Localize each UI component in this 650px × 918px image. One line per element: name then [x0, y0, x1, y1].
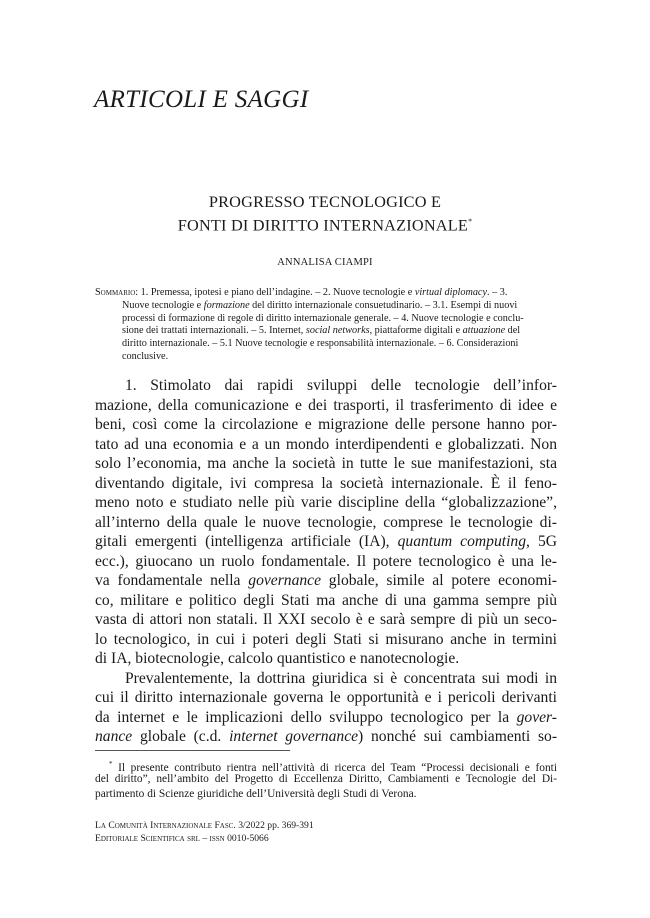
- summary-label: Sommario:: [95, 287, 139, 298]
- summary-line: [95, 338, 557, 351]
- body-line: [95, 396, 557, 416]
- title-line-2-text: FONTI DI DIRITTO INTERNAZIONALE: [177, 215, 469, 235]
- publisher: Editoriale Scientifica srl – issn: [95, 832, 225, 844]
- summary-line: [95, 287, 557, 300]
- italic-text: virtual diplomacy: [414, 287, 487, 298]
- footnote: [95, 757, 557, 803]
- body-line: [95, 610, 557, 630]
- body-line: [95, 532, 557, 552]
- section-heading: ARTICOLI E SAGGI: [94, 86, 309, 113]
- text-run: Prevalentemente, la dottrina giuridica si è concentrata sui modi in: [125, 669, 557, 687]
- body-line: [95, 513, 557, 533]
- footnote-mark: *: [109, 760, 113, 768]
- text-run: 1. Stimolato dai rapidi sviluppi delle tecnologie dell’infor-: [125, 377, 557, 394]
- article-title: [0, 192, 650, 235]
- author-name: ANNALISA CIAMPI: [277, 257, 373, 268]
- summary-line: [95, 313, 557, 326]
- title-line-1: PROGRESSO TECNOLOGICO E: [208, 192, 442, 211]
- text-run: . – 3.: [486, 287, 508, 298]
- title-line-2: [0, 212, 650, 235]
- italic-text: social networks: [305, 325, 370, 337]
- italic-text: formazione: [203, 299, 250, 311]
- text-run: gitali emergenti (intelligenza artificiale (IA),: [95, 533, 398, 550]
- text-run: solo l’economia, ma anche la società in tutte le sue manifestazioni, sta: [95, 455, 557, 472]
- text-run: ecc.), giuocano un ruolo fondamentale. Il potere tecnologico è una le-: [95, 552, 557, 570]
- text-run: co, militare e politico degli Stati ma anche di una gamma sempre più: [95, 591, 557, 609]
- text-run: da internet e le implicazioni dello sviluppo tecnologico per la: [95, 708, 517, 726]
- text-run: cui il diritto internazionale governa le opportunità e i pericoli derivanti: [95, 689, 557, 706]
- text-run: Nuove tecnologie e: [122, 299, 204, 311]
- body-line: [95, 591, 557, 611]
- italic-text: governance: [248, 572, 322, 589]
- text-run: mazione, della comunicazione e dei trasporti, il trasferimento di idee e: [95, 396, 557, 414]
- text-run: beni, così come la circolazione e migrazione delle persone hanno por-: [95, 416, 557, 433]
- journal-line-1: [95, 820, 314, 833]
- text-run: all’interno della quale le nuove tecnologie, comprese le tecnologie di-: [95, 513, 557, 531]
- body-line: [95, 727, 557, 747]
- body-line: [95, 454, 557, 474]
- body-line: [95, 688, 557, 708]
- text-run: vasta di attori non statali. Il XXI secolo è e sarà sempre di più un seco-: [95, 611, 557, 628]
- text-run: globale, simile al potere economi-: [321, 572, 557, 589]
- summary-line: [95, 325, 557, 338]
- article-body: [95, 376, 557, 747]
- footnote-line: [95, 772, 557, 787]
- title-footnote-mark[interactable]: *: [468, 217, 473, 226]
- body-line: [95, 649, 557, 669]
- body-line: [95, 669, 557, 689]
- body-line: [95, 474, 557, 494]
- text-run: processi di formazione di regole di diritto internazionale generale. – 4. Nuove tecnologie e conclu-: [122, 312, 524, 324]
- body-line: [95, 571, 557, 591]
- text-run: 1. Premessa, ipotesi e piano dell’indagine. – 2. Nuove tecnologie e: [138, 287, 415, 298]
- text-run: conclusive.: [122, 350, 169, 362]
- text-run: diventando digitale, ivi compresa la società internazionale. È il feno-: [95, 474, 557, 492]
- footnote-text: Il presente contributo rientra nell’attività di ricerca del Team “Processi decisionali e fonti: [112, 761, 557, 774]
- body-line: [95, 708, 557, 728]
- text-run: ) nonché sui cambiamenti so-: [358, 728, 558, 745]
- text-run: sione dei trattati internazionali. – 5. Internet,: [122, 325, 306, 337]
- summary-block: [95, 287, 557, 364]
- text-run: va fondamentale nella: [95, 572, 249, 589]
- footnote-text: del diritto”, nell’ambito del Progetto di Eccellenza Diritto, Cambiamenti e Tecnologie del Di-: [95, 773, 557, 786]
- journal-line-2: [95, 833, 314, 846]
- text-run: di IA, biotecnologie, calcolo quantistico e nanotecnologie.: [95, 650, 460, 667]
- body-line: [95, 630, 557, 650]
- body-line: [95, 493, 557, 513]
- text-run: , piattaforme digitali e: [369, 325, 463, 337]
- text-run: lo tecnologico, in cui i poteri degli Stati si misurano anche in termini: [95, 630, 557, 648]
- text-run: diritto internazionale. – 5.1 Nuove tecnologie e responsabilità internazionale. – 6. Considerazioni: [122, 338, 519, 350]
- summary-line: [95, 351, 557, 364]
- journal-pages: 3/2022 pp. 369-391: [235, 820, 314, 831]
- body-line: [95, 435, 557, 455]
- italic-text: internet governance: [229, 728, 359, 745]
- text-run: tato ad una economia e a un mondo interdipendenti e globalizzati. Non: [95, 435, 557, 453]
- journal-name: La Comunità Internazionale Fasc.: [95, 820, 236, 831]
- body-line: [95, 376, 557, 396]
- text-run: meno noto e studiato nelle più varie discipline della “globalizzazione”,: [95, 494, 557, 511]
- italic-text: nance: [95, 728, 133, 745]
- issn-number: 0010-5066: [224, 832, 269, 844]
- italic-text: quantum computing: [397, 533, 527, 550]
- journal-info: [95, 820, 314, 845]
- footnote-divider: [95, 750, 290, 751]
- footnote-text: partimento di Scienze giuridiche dell’Università degli Studi di Verona.: [95, 788, 417, 801]
- body-line: [95, 552, 557, 572]
- footnote-line: [95, 787, 557, 802]
- text-run: globale (c.d.: [132, 728, 230, 745]
- summary-line: [95, 300, 557, 313]
- text-run: , 5G: [526, 533, 558, 550]
- italic-text: gover-: [516, 708, 557, 726]
- text-run: del: [505, 325, 521, 337]
- footnote-line: [95, 757, 557, 772]
- body-line: [95, 415, 557, 435]
- text-run: del diritto internazionale consuetudinario. – 3.1. Esempi di nuovi: [249, 299, 518, 311]
- italic-text: attuazione: [462, 325, 506, 337]
